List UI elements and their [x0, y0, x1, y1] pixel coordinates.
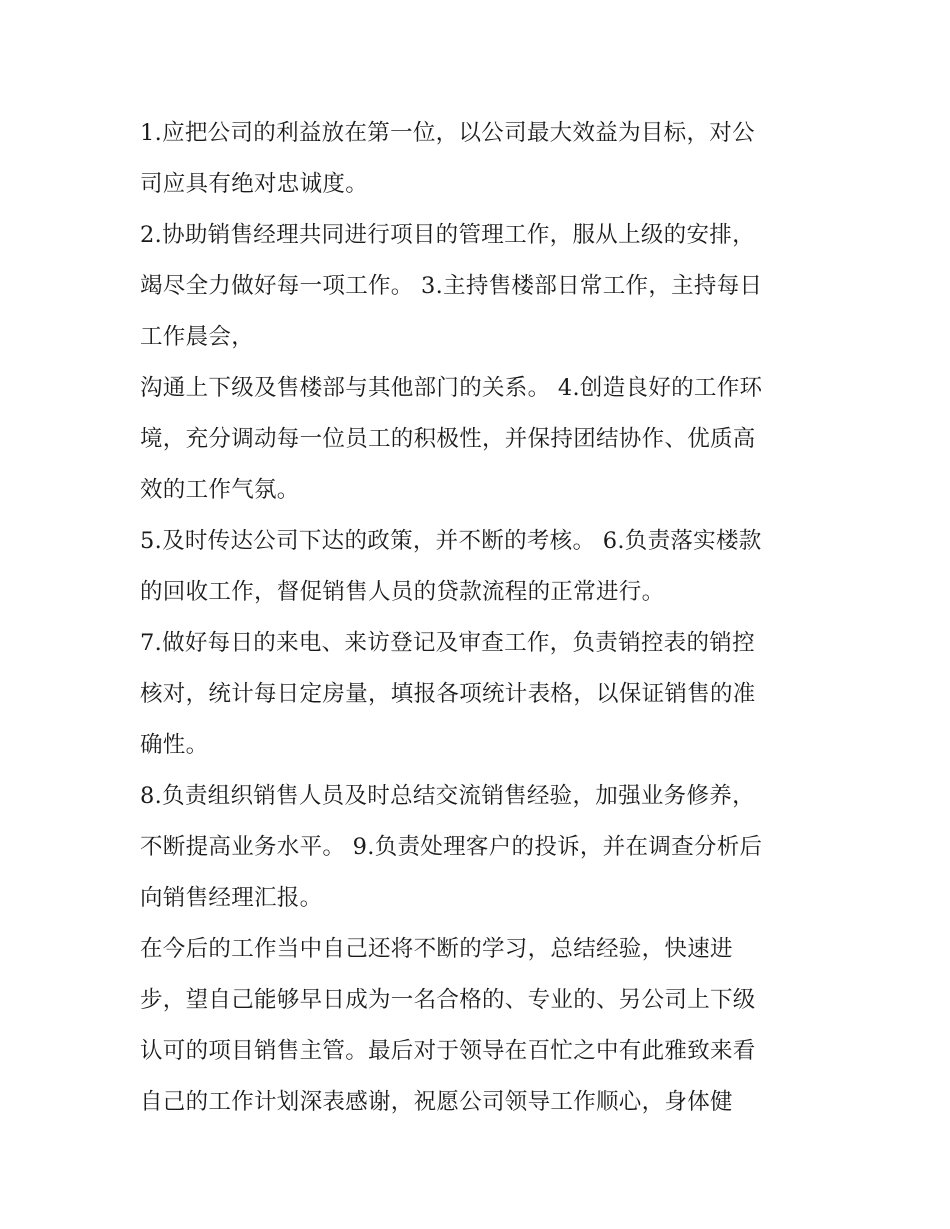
- text-line: 效的工作气氛。: [140, 477, 300, 503]
- document-body: [140, 108, 812, 1128]
- text-line: 在今后的工作当中自己还将不断的学习，总结经验，快速进: [140, 936, 733, 962]
- text-line: 的回收工作，督促销售人员的贷款流程的正常进行。: [140, 579, 665, 605]
- text-line: 核对，统计每日定房量，填报各项统计表格，以保证销售的准: [140, 681, 756, 707]
- text-line: 境，充分调动每一位员工的积极性，并保持团结协作、优质高: [140, 426, 756, 452]
- text-line: 5.及时传达公司下达的政策，并不断的考核。 6.负责落实楼款: [140, 528, 762, 554]
- text-line: 司应具有绝对忠诚度。: [140, 171, 369, 197]
- text-line: 工作晨会，: [140, 324, 255, 350]
- text-line: 不断提高业务水平。 9.负责处理客户的投诉，并在调查分析后: [140, 834, 763, 860]
- text-line: 步，望自己能够早日成为一名合格的、专业的、另公司上下级: [140, 987, 756, 1013]
- text-line: 7.做好每日的来电、来访登记及审查工作，负责销控表的销控: [140, 630, 755, 656]
- text-line: 向销售经理汇报。: [140, 885, 323, 911]
- text-line: 认可的项目销售主管。最后对于领导在百忙之中有此雅致来看: [140, 1038, 756, 1064]
- text-line: 2.协助销售经理共同进行项目的管理工作，服从上级的安排，: [140, 222, 755, 248]
- text-line: 8.负责组织销售人员及时总结交流销售经验，加强业务修养，: [140, 783, 755, 809]
- text-line: 沟通上下级及售楼部与其他部门的关系。 4.创造良好的工作环: [140, 375, 763, 401]
- text-line: 竭尽全力做好每一项工作。 3.主持售楼部日常工作，主持每日: [140, 273, 763, 299]
- text-line: 自己的工作计划深表感谢，祝愿公司领导工作顺心，身体健: [140, 1089, 733, 1115]
- text-line: 确性。: [140, 732, 209, 758]
- text-line: 1.应把公司的利益放在第一位，以公司最大效益为目标，对公: [140, 120, 755, 146]
